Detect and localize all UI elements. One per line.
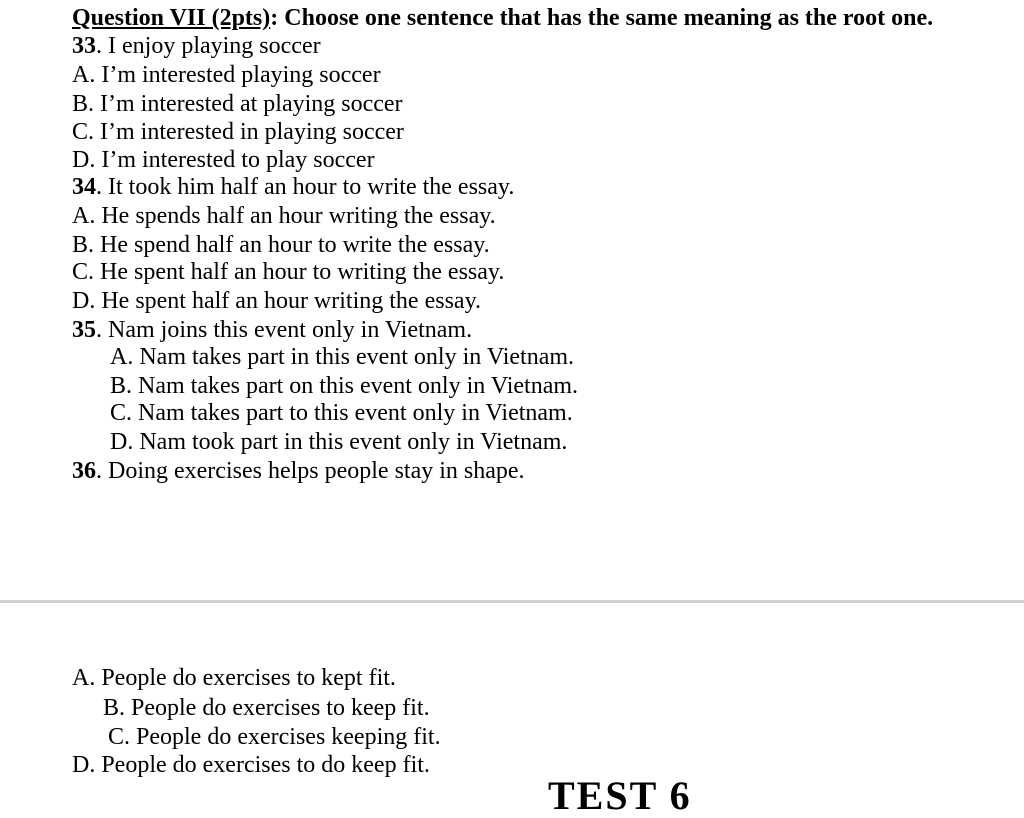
question-34-option-a: A. He spends half an hour writing the essay. (72, 203, 496, 229)
section-instruction: : Choose one sentence that has the same meaning as the root one. (270, 5, 934, 31)
question-text: . Doing exercises helps people stay in shape. (96, 458, 525, 484)
question-number: 35 (72, 317, 96, 343)
question-35-option-c: C. Nam takes part to this event only in Vietnam. (110, 400, 573, 426)
page-divider (0, 600, 1024, 603)
question-35-option-d: D. Nam took part in this event only in Vietnam. (110, 429, 568, 455)
question-34-option-b: B. He spend half an hour to write the essay. (72, 232, 490, 258)
question-number: 33 (72, 33, 96, 59)
question-36-option-b: B. People do exercises to keep fit. (103, 695, 430, 721)
question-35-option-b: B. Nam takes part on this event only in Vietnam. (110, 373, 579, 399)
question-36-option-d: D. People do exercises to do keep fit. (72, 752, 430, 778)
question-text: . It took him half an hour to write the essay. (96, 174, 515, 200)
question-34-option-c: C. He spent half an hour to writing the essay. (72, 259, 505, 285)
question-35-option-a: A. Nam takes part in this event only in Vietnam. (110, 344, 575, 370)
next-section-title: TEST 6 (548, 773, 692, 818)
question-36-stem (72, 457, 525, 485)
section-label: Question VII (2pts) (72, 5, 271, 31)
question-33-option-b: B. I’m interested at playing soccer (72, 91, 403, 117)
question-text: . Nam joins this event only in Vietnam. (96, 317, 473, 343)
question-35-stem (72, 316, 472, 344)
question-36-option-a: A. People do exercises to kept fit. (72, 665, 396, 691)
question-34-stem (72, 173, 514, 201)
question-36-option-c: C. People do exercises keeping fit. (108, 724, 441, 750)
question-number: 36 (72, 458, 96, 484)
question-33-option-a: A. I’m interested playing soccer (72, 62, 381, 88)
question-text: . I enjoy playing soccer (96, 33, 321, 59)
question-34-option-d: D. He spent half an hour writing the essay. (72, 288, 482, 314)
question-number: 34 (72, 174, 96, 200)
section-heading (72, 4, 933, 32)
question-33-stem (72, 32, 321, 60)
question-33-option-d: D. I’m interested to play soccer (72, 147, 375, 173)
question-33-option-c: C. I’m interested in playing soccer (72, 119, 404, 145)
